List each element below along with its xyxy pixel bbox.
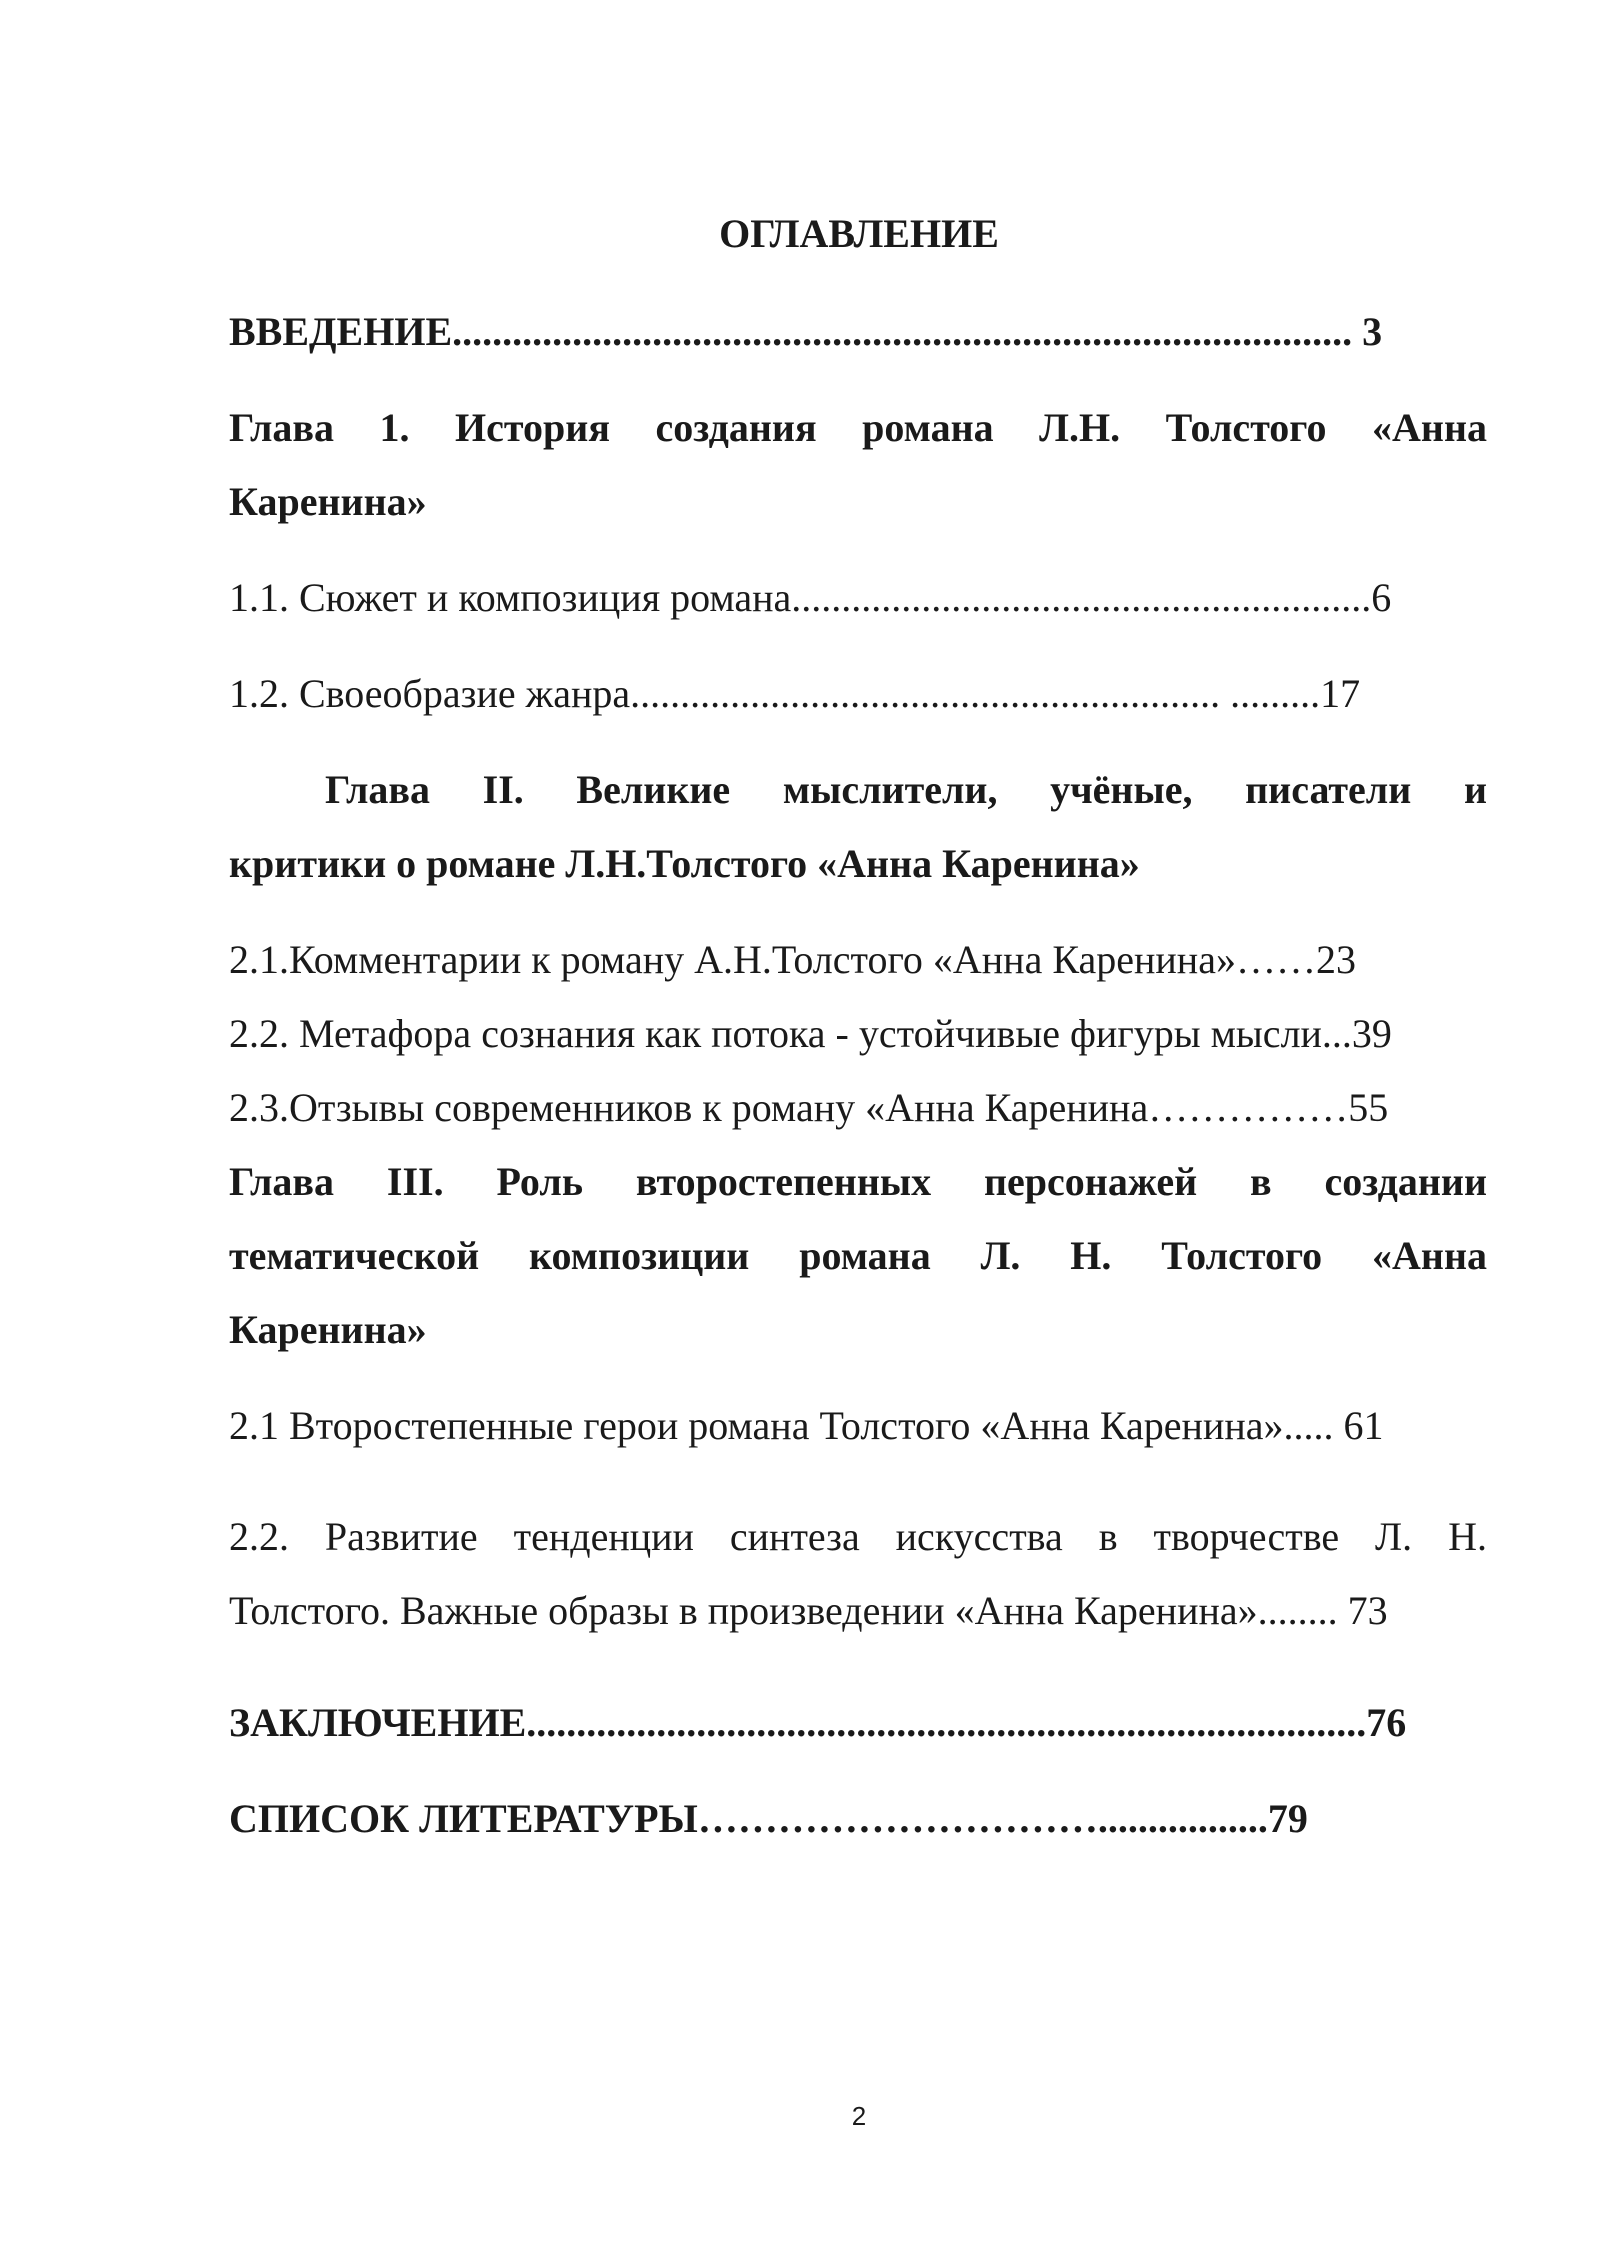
toc-chapter-3-line-3: Каренина» bbox=[229, 1307, 427, 1352]
toc-chapter-2-line-1: Глава II. Великие мыслители, учёные, писатели и bbox=[325, 767, 1487, 812]
page-title: ОГЛАВЛЕНИЕ bbox=[719, 211, 999, 256]
toc-entry-3-2-line-1: 2.2. Развитие тенденции синтеза искусства в творчестве Л. Н. bbox=[229, 1514, 1487, 1559]
toc-entry-conclusion: ЗАКЛЮЧЕНИЕ....................................................................................76 bbox=[229, 1700, 1407, 1745]
toc-entry-2-1: 2.1.Комментарии к роману А.Н.Толстого «Анна Каренина»……23 bbox=[229, 937, 1356, 982]
page-number: 2 bbox=[851, 2101, 867, 2131]
toc-entry-bibliography: СПИСОК ЛИТЕРАТУРЫ………………………….................79 bbox=[229, 1796, 1308, 1841]
toc-chapter-1-line-2: Каренина» bbox=[229, 479, 427, 524]
toc-chapter-1-line-1: Глава 1. История создания романа Л.Н. Толстого «Анна bbox=[229, 405, 1487, 450]
toc-entry-1-2: 1.2. Своеобразие жанра........................................................... .........17 bbox=[229, 671, 1361, 716]
toc-entry-2-3: 2.3.Отзывы современников к роману «Анна Каренина……………55 bbox=[229, 1085, 1389, 1130]
toc-entry-1-1: 1.1. Сюжет и композиция романа..........................................................6 bbox=[229, 575, 1392, 620]
toc-entry-3-2-line-2: Толстого. Важные образы в произведении «Анна Каренина»........ 73 bbox=[229, 1588, 1388, 1633]
toc-entry-2-2: 2.2. Метафора сознания как потока - устойчивые фигуры мысли...39 bbox=[229, 1011, 1392, 1056]
toc-chapter-3-line-2: тематической композиции романа Л. Н. Толстого «Анна bbox=[229, 1233, 1487, 1278]
toc-entry-3-1: 2.1 Второстепенные герои романа Толстого «Анна Каренина»..... 61 bbox=[229, 1403, 1384, 1448]
toc-entry-introduction: ВВЕДЕНИЕ.......................................................................................... 3 bbox=[229, 309, 1383, 354]
toc-chapter-3-line-1: Глава III. Роль второстепенных персонажей в создании bbox=[229, 1159, 1487, 1204]
toc-chapter-2-line-2: критики о романе Л.Н.Толстого «Анна Каренина» bbox=[229, 841, 1140, 886]
